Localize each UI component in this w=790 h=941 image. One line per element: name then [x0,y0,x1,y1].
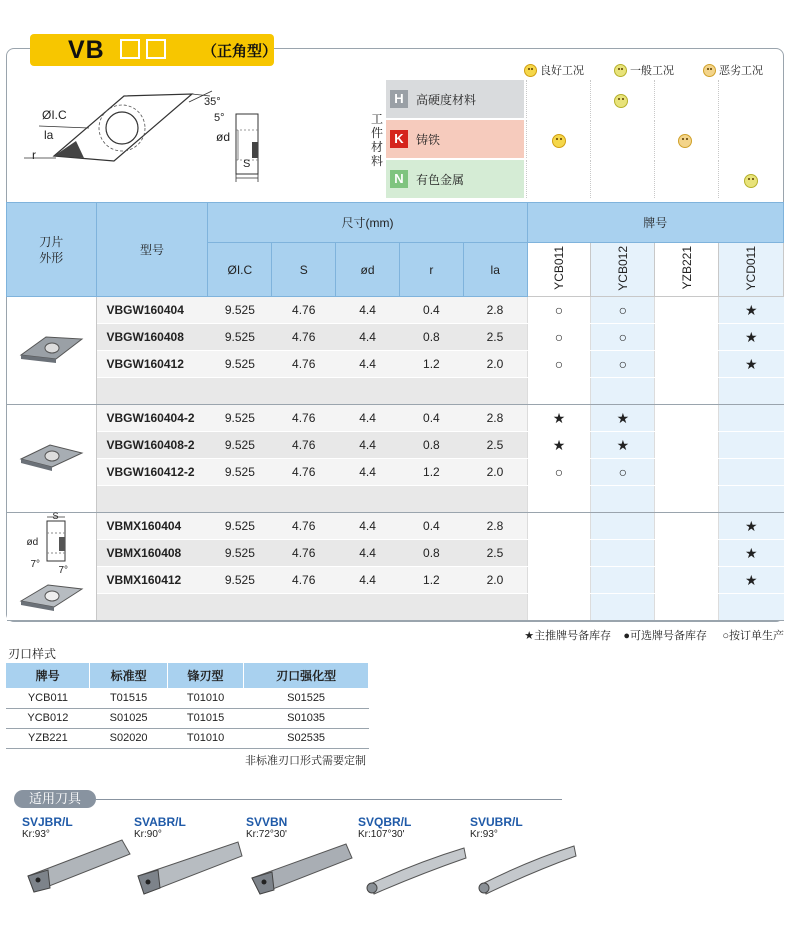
material-code-h: H [390,90,408,108]
edge-cell: T01010 [167,728,243,748]
sad-face-icon [703,64,716,77]
dim-cell-r: 1.2 [399,459,463,486]
dim-cell-s: 4.76 [272,297,336,324]
diagram-label-ic: ØI.C [42,108,67,122]
empty-cell [272,378,336,405]
edge-cell: T01515 [90,688,168,708]
empty-cell [463,378,527,405]
dim-cell-d: 4.4 [336,540,400,567]
empty-grade-cell [655,594,719,621]
grade-cell: ★ [719,513,784,540]
grade-cell: ★ [527,432,591,459]
header-grades: 牌号 [527,203,783,243]
edge-cell: YCB012 [6,708,90,728]
neutral-face-icon [744,174,758,188]
table-row [7,567,784,594]
grade-cell: ★ [719,351,784,378]
edge-cell: S02535 [244,728,369,748]
edge-header-grade: 牌号 [6,663,90,688]
edge-header-sharp: 锋刃型 [167,663,243,688]
diagram-label-s: S [243,158,251,170]
dim-cell-ic: 9.525 [208,405,272,432]
insert-image [16,606,86,620]
grade-cell [655,567,719,594]
dim-cell-la: 2.8 [463,513,527,540]
dim-cell-s: 4.76 [272,513,336,540]
dim-cell-la: 2.8 [463,405,527,432]
edge-cell: S01025 [90,708,168,728]
empty-cell [208,378,272,405]
edge-note: 非标准刃口形式需要定制 [245,755,366,767]
table-row [7,297,784,324]
material-suitability-cells [526,80,780,198]
edge-cell: S01035 [244,708,369,728]
empty-cell [96,486,208,513]
tool-card [134,815,244,907]
header-grade-ycb011: YCB011 [527,243,591,297]
empty-cell [399,486,463,513]
shape-label-d: ød [26,537,39,548]
tool-name: SVABR/L [134,815,186,829]
grade-cell [719,405,784,432]
header-model: 型号 [96,203,208,297]
page-subtitle: （正角型） [202,43,278,60]
grade-cell [527,567,591,594]
empty-grade-cell [591,486,655,513]
tool-card [470,815,580,907]
tool-card [246,815,356,907]
grade-cell: ★ [719,567,784,594]
insert-diagram [14,86,284,196]
grade-cell: ○ [591,459,655,486]
tool-name: SVVBN [246,815,288,829]
grade-cell: ○ [591,351,655,378]
dim-cell-r: 0.4 [399,513,463,540]
header-shape: 刀片外形 [7,203,97,297]
grade-cell: ○ [527,351,591,378]
edge-cell: S01525 [244,688,369,708]
dim-cell-r: 1.2 [399,567,463,594]
table-body [7,297,784,621]
grade-cell: ○ [591,297,655,324]
material-name-n: 有色金属 [416,172,465,187]
model-cell: VBMX160404 [96,513,208,540]
insert-image [16,358,86,372]
dim-cell-r: 1.2 [399,351,463,378]
dim-cell-la: 2.8 [463,297,527,324]
grade-cell: ★ [591,405,655,432]
model-cell: VBGW160412 [96,351,208,378]
dim-cell-s: 4.76 [272,567,336,594]
edge-style-title: 刃口样式 [8,647,57,661]
edge-header-standard: 标准型 [90,663,168,688]
insert-image [16,466,86,480]
dim-cell-ic: 9.525 [208,324,272,351]
grade-cell [655,513,719,540]
empty-cell [272,486,336,513]
table-row [7,324,784,351]
empty-grade-cell [719,594,784,621]
table-row [7,405,784,432]
material-code-n: N [390,170,408,188]
header-dim-ic: ØI.C [208,243,272,297]
table-row [7,513,784,540]
tool-kr: Kr:93° [22,829,50,840]
empty-cell [336,378,400,405]
title-placeholder-box [146,39,166,59]
edge-header-reinforced: 刃口强化型 [244,663,369,688]
header-dim-la: la [463,243,527,297]
dim-cell-ic: 9.525 [208,513,272,540]
table-row [7,459,784,486]
tools-section-title: 适用刀具 [14,790,96,808]
shape-label-angle-1: 7° [30,559,41,570]
tool-card [22,815,132,907]
tool-image [470,832,580,907]
dim-cell-r: 0.4 [399,297,463,324]
legend-normal-label: 一般工况 [630,65,674,77]
grade-cell: ★ [527,405,591,432]
header-dim-r: r [399,243,463,297]
edge-style-table [6,663,369,749]
dim-cell-la: 2.0 [463,567,527,594]
diagram-label-d: ød [216,130,231,144]
grade-cell [527,513,591,540]
tool-kr: Kr:90° [134,829,162,840]
empty-grade-cell [719,486,784,513]
material-name-k: 铸铁 [416,132,441,147]
empty-grade-cell [527,378,591,405]
dim-cell-r: 0.8 [399,540,463,567]
shape-label-s: S [52,511,59,521]
material-name-h: 高硬度材料 [416,92,477,107]
tool-name: SVJBR/L [22,815,73,829]
dim-cell-d: 4.4 [336,513,400,540]
grade-cell: ○ [527,459,591,486]
material-code-k: K [390,130,408,148]
grade-cell: ★ [719,297,784,324]
dim-cell-d: 4.4 [336,405,400,432]
grade-cell [655,459,719,486]
dim-cell-r: 0.8 [399,324,463,351]
note-order: ○按订单生产 [722,630,784,642]
tools-divider [96,799,562,800]
dim-cell-s: 4.76 [272,432,336,459]
workpiece-material-grid [362,78,782,198]
grade-cell: ○ [591,324,655,351]
dim-cell-ic: 9.525 [208,297,272,324]
diagram-label-35: 35° [204,96,221,108]
grade-cell [591,513,655,540]
empty-cell [96,594,208,621]
table-row-empty [7,486,784,513]
empty-cell [463,486,527,513]
grade-cell [591,567,655,594]
empty-cell [399,594,463,621]
dim-cell-ic: 9.525 [208,351,272,378]
empty-grade-cell [527,486,591,513]
insert-shape-cell [7,513,97,621]
legend-good [524,62,584,78]
dim-cell-la: 2.5 [463,432,527,459]
page-title: VB [68,36,105,64]
dim-cell-d: 4.4 [336,351,400,378]
dim-cell-ic: 9.525 [208,567,272,594]
dim-cell-d: 4.4 [336,324,400,351]
dim-cell-ic: 9.525 [208,540,272,567]
diagram-label-la: la [44,128,54,142]
grade-cell: ○ [527,297,591,324]
insert-shape-cell [7,405,97,513]
model-cell: VBGW160404-2 [96,405,208,432]
header-grade-ycd011: YCD011 [719,243,784,297]
grade-cell [655,297,719,324]
legend-bad-label: 恶劣工况 [719,65,763,77]
legend-bad [703,62,763,78]
header-grade-ycb012: YCB012 [591,243,655,297]
model-cell: VBGW160404 [96,297,208,324]
empty-grade-cell [527,594,591,621]
grade-cell [527,540,591,567]
dim-cell-d: 4.4 [336,459,400,486]
note-optional: ●可选牌号备库存 [623,630,708,642]
material-row-k [386,120,524,158]
table-row [7,351,784,378]
smile-face-icon [552,134,566,148]
dim-cell-s: 4.76 [272,351,336,378]
material-vertical-label: 工件材料 [370,112,383,168]
edge-cell: S02020 [90,728,168,748]
note-main: ★主推牌号备库存 [524,630,612,642]
title-placeholder-box [120,39,140,59]
insert-spec-table [6,202,784,621]
tool-kr: Kr:72°30' [246,829,287,840]
legend-normal [614,62,674,78]
edge-table-row [6,688,369,708]
grade-cell [655,540,719,567]
diagram-label-r: r [32,148,36,162]
edge-cell: T01010 [167,688,243,708]
dim-cell-d: 4.4 [336,567,400,594]
tool-kr: Kr:107°30' [358,829,405,840]
grade-cell [655,432,719,459]
table-row-empty [7,594,784,621]
tool-image [22,832,132,907]
edge-cell: YZB221 [6,728,90,748]
dim-cell-la: 2.5 [463,540,527,567]
empty-grade-cell [655,486,719,513]
title-banner [30,34,278,66]
diagram-label-5: 5° [214,112,225,124]
grade-cell [655,405,719,432]
material-row-h [386,80,524,118]
dim-cell-s: 4.76 [272,459,336,486]
tool-image [358,832,468,907]
grade-cell: ★ [591,432,655,459]
table-row [7,540,784,567]
neutral-face-icon [614,64,627,77]
grade-cell [655,324,719,351]
dim-cell-s: 4.76 [272,540,336,567]
dim-cell-ic: 9.525 [208,459,272,486]
empty-cell [208,594,272,621]
material-row-n [386,160,524,198]
edge-table-body [6,688,369,748]
dim-cell-la: 2.0 [463,459,527,486]
smile-face-icon [524,64,537,77]
table-row-empty [7,378,784,405]
shape-label-angle-2: 7° [58,565,69,576]
dim-cell-r: 0.8 [399,432,463,459]
insert-geometry-svg [14,86,284,196]
tool-name: SVQBR/L [358,815,412,829]
model-cell: VBGW160408 [96,324,208,351]
tool-name: SVUBR/L [470,815,523,829]
table-row [7,432,784,459]
empty-cell [336,594,400,621]
edge-table-row [6,708,369,728]
edge-cell: YCB011 [6,688,90,708]
edge-table-row [6,728,369,748]
model-cell: VBMX160412 [96,567,208,594]
empty-cell [336,486,400,513]
model-cell: VBGW160408-2 [96,432,208,459]
empty-cell [272,594,336,621]
empty-grade-cell [591,594,655,621]
empty-grade-cell [719,378,784,405]
grade-cell [591,540,655,567]
empty-grade-cell [591,378,655,405]
legend-good-label: 良好工况 [540,65,584,77]
tool-kr: Kr:93° [470,829,498,840]
tool-image [246,832,356,907]
dim-cell-la: 2.0 [463,351,527,378]
edge-cell: T01015 [167,708,243,728]
grade-cell: ★ [719,540,784,567]
header-dimensions: 尺寸(mm) [208,203,527,243]
grade-cell: ○ [527,324,591,351]
empty-grade-cell [655,378,719,405]
stock-notes [524,627,784,643]
insert-shape-cell [7,297,97,405]
grade-cell: ★ [719,324,784,351]
empty-cell [399,378,463,405]
sad-face-icon [678,134,692,148]
empty-cell [463,594,527,621]
dim-cell-ic: 9.525 [208,432,272,459]
grade-cell [719,459,784,486]
empty-cell [208,486,272,513]
header-dim-d: ød [336,243,400,297]
tool-image [134,832,244,907]
dim-cell-d: 4.4 [336,432,400,459]
grade-cell [719,432,784,459]
dim-cell-s: 4.76 [272,324,336,351]
dim-cell-s: 4.76 [272,405,336,432]
grade-cell [655,351,719,378]
neutral-face-icon [614,94,628,108]
dim-cell-d: 4.4 [336,297,400,324]
model-cell: VBMX160408 [96,540,208,567]
dim-cell-la: 2.5 [463,324,527,351]
dim-cell-r: 0.4 [399,405,463,432]
tool-card [358,815,468,907]
header-dim-s: S [272,243,336,297]
header-grade-yzb221: YZB221 [655,243,719,297]
model-cell: VBGW160412-2 [96,459,208,486]
empty-cell [96,378,208,405]
